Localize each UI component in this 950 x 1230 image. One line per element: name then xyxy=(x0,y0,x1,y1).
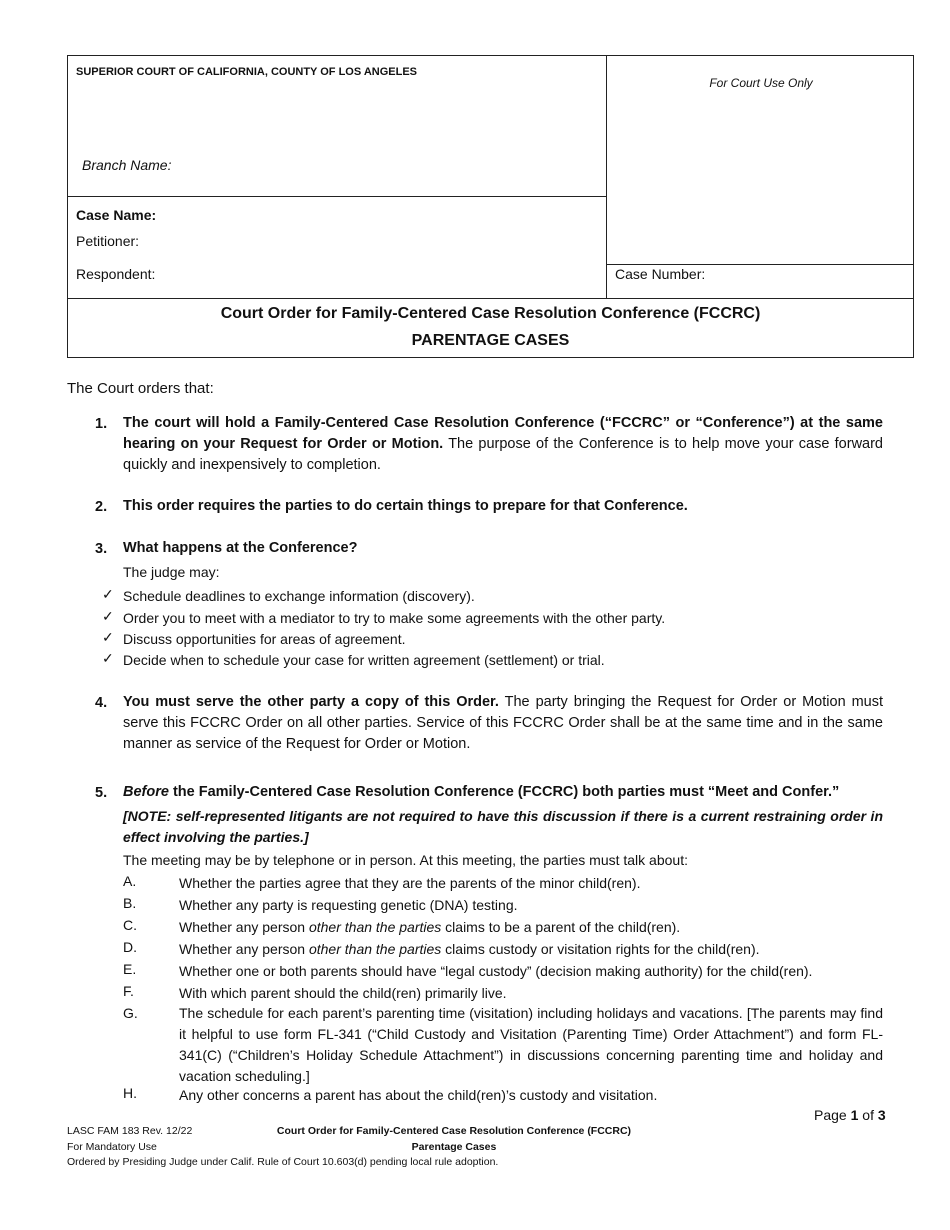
caption-divider-number xyxy=(606,264,914,265)
item-5-d xyxy=(179,939,883,960)
footer-mandatory: For Mandatory Use xyxy=(67,1141,157,1153)
item-5-c-pre: Whether any person xyxy=(179,919,309,935)
page-mid: of xyxy=(858,1107,878,1123)
item-2-number: 2. xyxy=(95,499,108,515)
respondent-label: Respondent: xyxy=(76,266,156,282)
item-3-check-2: Order you to meet with a mediator to try to make some agreements with the other party. xyxy=(123,610,666,626)
check-icon: ✓ xyxy=(102,586,114,602)
item-5-h: Any other concerns a parent has about the child(ren)’s custody and visitation. xyxy=(179,1087,658,1103)
check-icon: ✓ xyxy=(102,629,114,645)
item-5-d-pre: Whether any person xyxy=(179,941,309,957)
item-5-c-post: claims to be a parent of the child(ren). xyxy=(441,919,681,935)
item-4-number: 4. xyxy=(95,695,108,711)
branch-name-label: Branch Name: xyxy=(82,157,172,173)
letter-h: H. xyxy=(123,1085,137,1101)
caption-divider-title xyxy=(67,298,914,299)
item-1 xyxy=(123,413,883,476)
footer-title: Court Order for Family-Centered Case Resolution Conference (FCCRC) xyxy=(276,1125,632,1137)
letter-e: E. xyxy=(123,961,137,977)
form-title: Court Order for Family-Centered Case Resolution Conference (FCCRC) xyxy=(220,305,761,322)
check-icon: ✓ xyxy=(102,650,114,666)
footer-subtitle: Parentage Cases xyxy=(411,1141,497,1153)
item-5-heading-text: the Family-Centered Case Resolution Conference (FCCRC) both parties must “Meet and Confer.” xyxy=(168,784,840,800)
check-icon: ✓ xyxy=(102,608,114,624)
case-number-label: Case Number: xyxy=(615,266,706,282)
page-total: 3 xyxy=(877,1107,886,1123)
item-1-bold: The court will hold a Family-Centered Case Resolution Conference (“FCCRC” or “Conference”) at the same hearing on your Request for Order or Motion. xyxy=(123,415,883,452)
item-3-check-4: Decide when to schedule your case for written agreement (settlement) or trial. xyxy=(123,652,605,668)
letter-a: A. xyxy=(123,873,137,889)
item-3-check-3: Discuss opportunities for areas of agreement. xyxy=(123,631,406,647)
court-use-only: For Court Use Only xyxy=(709,76,813,90)
item-3-heading: What happens at the Conference? xyxy=(123,540,358,556)
item-5-e: Whether one or both parents should have “legal custody” (decision making authority) for the child(ren). xyxy=(179,963,813,979)
item-1-number: 1. xyxy=(95,416,108,432)
intro-text: The Court orders that: xyxy=(67,380,214,397)
page-number xyxy=(814,1107,886,1123)
petitioner-label: Petitioner: xyxy=(76,233,140,249)
item-5-c-em: other than the parties xyxy=(308,919,442,935)
item-3-number: 3. xyxy=(95,541,108,557)
caption-divider-vertical xyxy=(606,55,607,298)
item-3-check-1: Schedule deadlines to exchange information (discovery). xyxy=(123,588,475,604)
item-5-b: Whether any party is requesting genetic (DNA) testing. xyxy=(179,897,518,913)
item-5-number: 5. xyxy=(95,785,108,801)
case-name-label: Case Name: xyxy=(76,207,157,223)
letter-c: C. xyxy=(123,917,137,933)
form-subtitle: PARENTAGE CASES xyxy=(411,332,570,349)
letter-b: B. xyxy=(123,895,137,911)
court-name: SUPERIOR COURT OF CALIFORNIA, COUNTY OF LOS ANGELES xyxy=(76,66,418,78)
letter-f: F. xyxy=(123,983,134,999)
item-4-text: The party bringing the Request for Order or Motion must serve this FCCRC Order on all other parties. Service of this FCCRC Order shall be at the same time and in the same manner as service of the Request for Order or Motion. xyxy=(123,694,884,752)
item-5-before: Before xyxy=(123,784,169,800)
item-5-c xyxy=(179,917,883,938)
item-1-text: The purpose of the Conference is to help move your case forward quickly and inexpensively to completion. xyxy=(123,436,883,473)
item-5-g: The schedule for each parent’s parenting time (visitation) including holidays and vacations. [The parents may find it helpful to use form FL-341 (“Child Custody and Visitation (Parenting Time) Order Attachment”) and form FL-341(C) (“Children’s Holiday Schedule Attachment”) in discussions concerning parenting time and holiday and vacation scheduling.] xyxy=(179,1005,883,1084)
item-5-f: With which parent should the child(ren) primarily live. xyxy=(179,985,507,1001)
item-5-d-em: other than the parties xyxy=(308,941,442,957)
page-num: 1 xyxy=(850,1107,859,1123)
item-5-heading xyxy=(123,782,883,803)
item-4-bold: You must serve the other party a copy of this Order. xyxy=(123,694,499,710)
item-3-lead: The judge may: xyxy=(123,564,220,580)
item-5-note: [NOTE: self-represented litigants are not required to have this discussion if there is a current restraining order in effect involving the parties.] xyxy=(123,808,883,845)
item-2-text: This order requires the parties to do certain things to prepare for that Conference. xyxy=(123,498,688,514)
item-4 xyxy=(123,692,883,755)
footer-ordered-by: Ordered by Presiding Judge under Calif. Rule of Court 10.603(d) pending local rule adoption. xyxy=(67,1156,499,1168)
item-5-a: Whether the parties agree that they are the parents of the minor child(ren). xyxy=(179,875,641,891)
letter-d: D. xyxy=(123,939,137,955)
caption-divider-case xyxy=(67,196,607,197)
page-pre: Page xyxy=(814,1107,851,1123)
letter-g: G. xyxy=(123,1005,138,1021)
item-5-lead: The meeting may be by telephone or in person. At this meeting, the parties must talk about: xyxy=(123,852,688,868)
footer-form-id: LASC FAM 183 Rev. 12/22 xyxy=(67,1125,193,1137)
item-5-d-post: claims custody or visitation rights for the child(ren). xyxy=(441,941,760,957)
